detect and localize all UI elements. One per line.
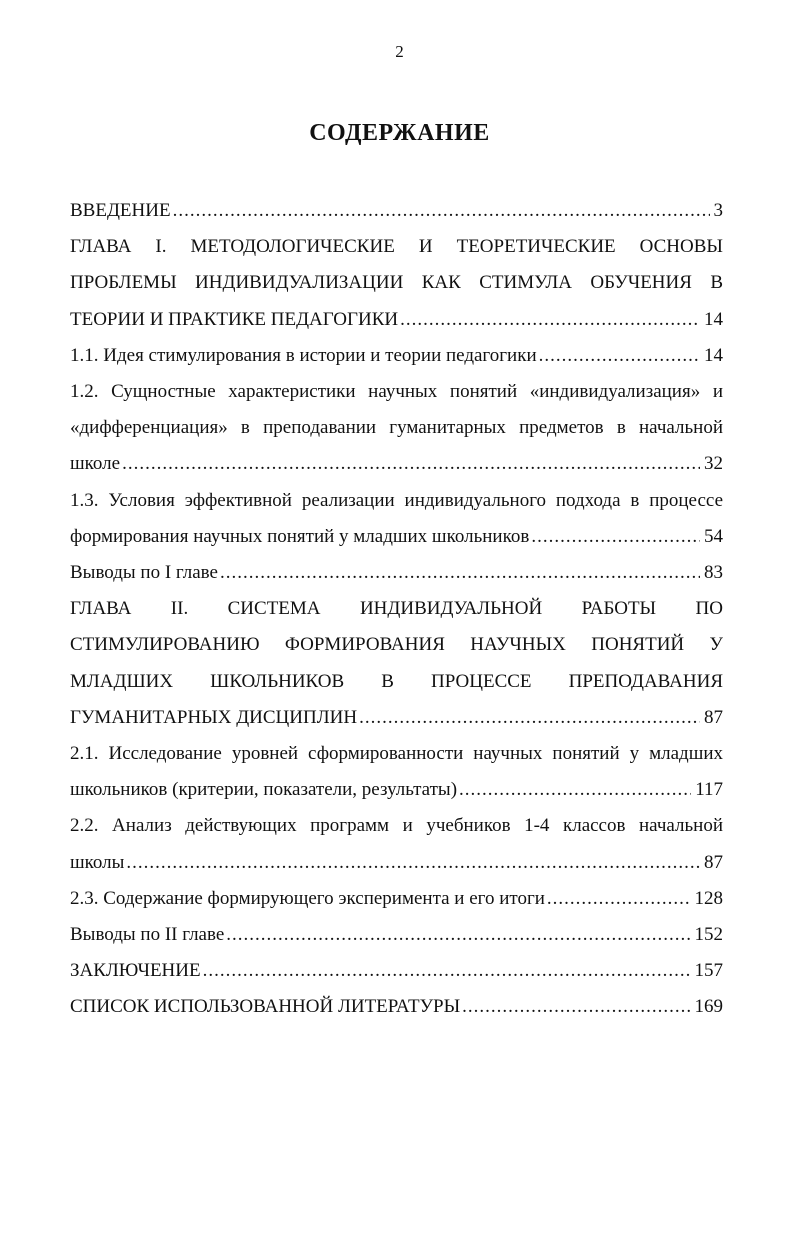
toc-entry[interactable] [70,736,723,808]
toc-entry[interactable] [70,917,723,953]
toc-entry-title: формирования научных понятий у младших школьников [70,519,531,555]
toc-entry-page-number: 169 [691,989,724,1025]
toc-entry-line: СТИМУЛИРОВАНИЮ ФОРМИРОВАНИЯ НАУЧНЫХ ПОНЯТИЙ У [70,634,723,656]
toc-entry-leader-line [70,845,723,881]
toc-entry-line: ПРОБЛЕМЫ ИНДИВИДУАЛИЗАЦИИ КАК СТИМУЛА ОБУЧЕНИЯ В [70,272,723,294]
toc-entry[interactable] [70,338,723,374]
page-title: СОДЕРЖАНИЕ [309,120,490,146]
dot-leader [359,700,700,736]
toc-entry-leader-line [70,917,723,953]
dot-leader [122,446,700,482]
page-number: 2 [395,42,404,61]
toc-entry-leader-line [70,953,723,989]
toc-entry[interactable] [70,483,723,555]
toc-entry[interactable] [70,989,723,1025]
table-of-contents [70,193,723,1026]
toc-entry-title: Выводы по II главе [70,917,226,953]
toc-entry-line: ГЛАВА I. МЕТОДОЛОГИЧЕСКИЕ И ТЕОРЕТИЧЕСКИЕ ОСНОВЫ [70,236,723,258]
toc-entry-leader-line [70,338,723,374]
toc-entry-title: 1.1. Идея стимулирования в истории и теории педагогики [70,338,539,374]
toc-entry-leader-line [70,881,723,917]
toc-entry-title: 2.3. Содержание формирующего эксперимента и его итоги [70,881,547,917]
toc-entry-title: школьников (критерии, показатели, результаты) [70,772,459,808]
toc-entry-page-number: 83 [700,555,723,591]
dot-leader [547,881,691,917]
toc-entry-line: 2.1. Исследование уровней сформированности научных понятий у младших [70,743,723,765]
dot-leader [462,989,690,1025]
toc-entry-title: Выводы по I главе [70,555,220,591]
toc-entry[interactable] [70,555,723,591]
toc-entry[interactable] [70,808,723,880]
dot-leader [539,338,700,374]
toc-entry-page-number: 157 [691,953,724,989]
dot-leader [173,193,710,229]
dot-leader [220,555,700,591]
toc-entry-leader-line [70,519,723,555]
toc-entry-page-number: 87 [700,845,723,881]
toc-entry-leader-line [70,555,723,591]
toc-entry-page-number: 117 [691,772,723,808]
toc-entry-title: школе [70,446,122,482]
toc-entry-page-number: 14 [700,302,723,338]
toc-entry[interactable] [70,591,723,736]
dot-leader [400,302,700,338]
dot-leader [226,917,690,953]
toc-entry-page-number: 152 [691,917,724,953]
toc-entry-leader-line [70,193,723,229]
toc-entry-page-number: 32 [700,446,723,482]
toc-entry-leader-line [70,446,723,482]
toc-entry-leader-line [70,302,723,338]
toc-entry-leader-line [70,989,723,1025]
dot-leader [126,845,700,881]
toc-entry-page-number: 3 [710,193,724,229]
toc-entry-line: ГЛАВА II. СИСТЕМА ИНДИВИДУАЛЬНОЙ РАБОТЫ ПО [70,598,723,620]
dot-leader [531,519,700,555]
toc-entry-page-number: 128 [691,881,724,917]
toc-entry-line: 1.2. Сущностные характеристики научных понятий «индивидуализация» и [70,381,723,403]
toc-entry[interactable] [70,953,723,989]
toc-entry-line: 1.3. Условия эффективной реализации индивидуального подхода в процессе [70,489,723,511]
toc-entry-line: МЛАДШИХ ШКОЛЬНИКОВ В ПРОЦЕССЕ ПРЕПОДАВАНИЯ [70,670,723,692]
toc-entry[interactable] [70,881,723,917]
toc-entry[interactable] [70,374,723,483]
toc-entry-title: ВВЕДЕНИЕ [70,193,173,229]
toc-entry[interactable] [70,229,723,338]
toc-entry-page-number: 87 [700,700,723,736]
toc-entry-line: «дифференциация» в преподавании гуманитарных предметов в начальной [70,417,723,439]
toc-entry-leader-line [70,700,723,736]
toc-entry-page-number: 14 [700,338,723,374]
toc-entry-title: СПИСОК ИСПОЛЬЗОВАННОЙ ЛИТЕРАТУРЫ [70,989,462,1025]
toc-entry-leader-line [70,772,723,808]
toc-entry-page-number: 54 [700,519,723,555]
dot-leader [203,953,691,989]
toc-entry-title: ЗАКЛЮЧЕНИЕ [70,953,203,989]
toc-entry[interactable] [70,193,723,229]
dot-leader [459,772,691,808]
toc-entry-line: 2.2. Анализ действующих программ и учебников 1-4 классов начальной [70,815,723,837]
toc-entry-title: ТЕОРИИ И ПРАКТИКЕ ПЕДАГОГИКИ [70,302,400,338]
toc-entry-title: школы [70,845,126,881]
toc-entry-title: ГУМАНИТАРНЫХ ДИСЦИПЛИН [70,700,359,736]
